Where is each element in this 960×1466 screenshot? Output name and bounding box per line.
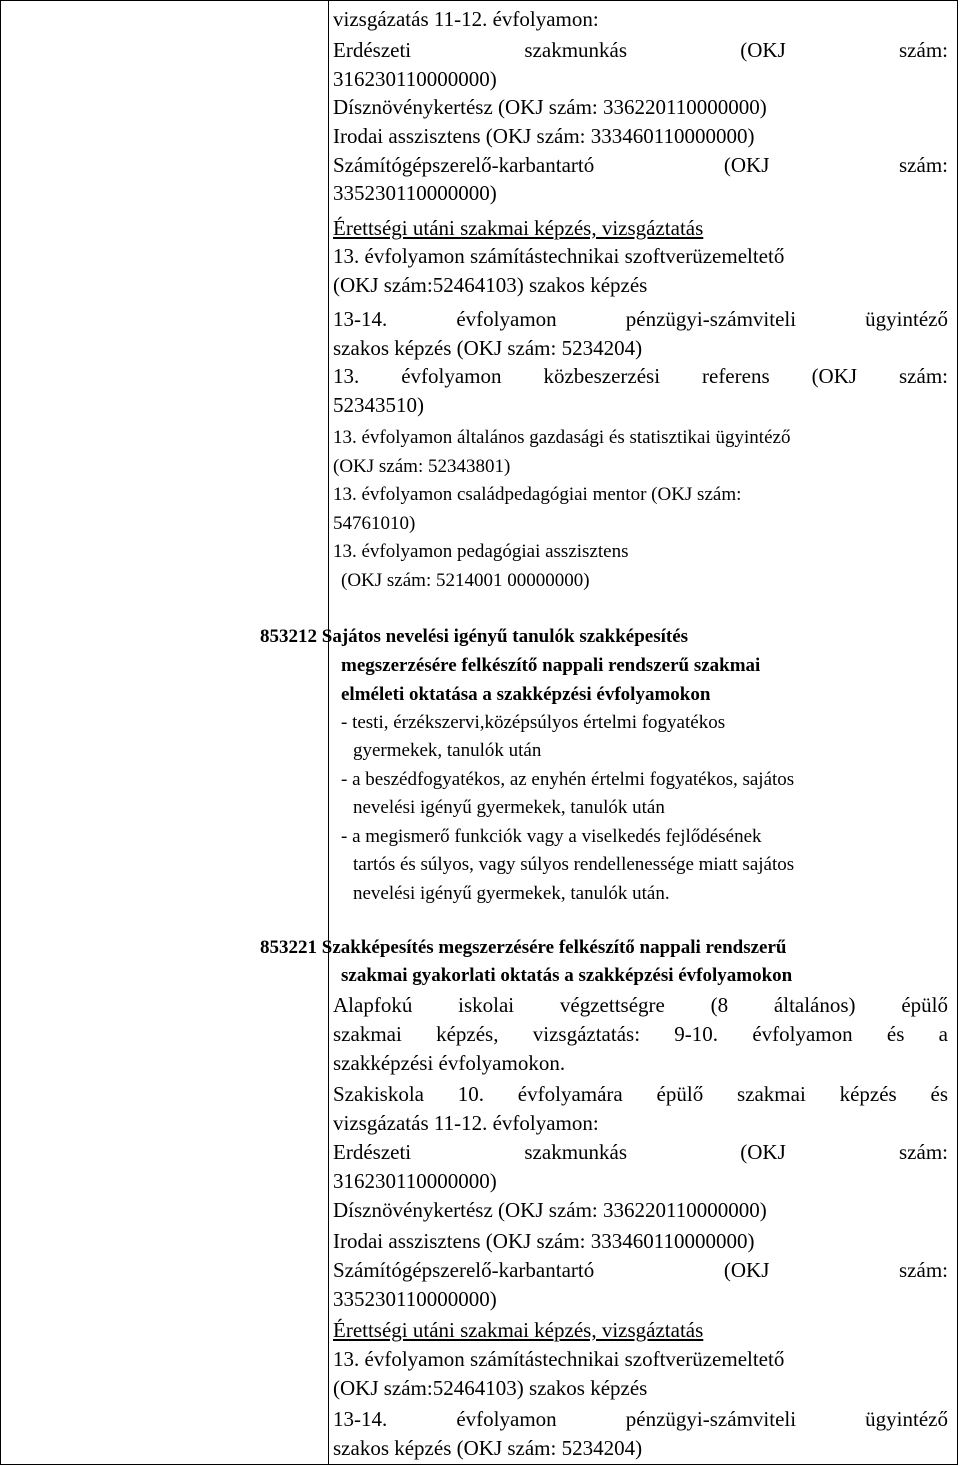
text-line: szakos képzés (OKJ szám: 5234204) [333, 336, 643, 360]
text-line: 54761010) [333, 513, 416, 534]
text-line: 52343510) [333, 393, 424, 417]
text-line: 13. évfolyamon számítástechnikai szoftverüzemeltető [333, 1347, 785, 1371]
text-line: 335230110000000) [333, 181, 497, 205]
text-line: Számítógépszerelő-karbantartó (OKJ szám: [333, 153, 948, 177]
section-heading-underlined: Érettségi utáni szakmai képzés, vizsgáztatás [333, 1318, 704, 1342]
list-item: - testi, érzékszervi,középsúlyos értelmi fogyatékos [341, 712, 726, 733]
text-line: Erdészeti szakmunkás (OKJ szám: [333, 38, 948, 62]
text-line: vizsgázatás 11-12. évfolyamon: [333, 1111, 599, 1135]
section-heading-underlined: Érettségi utáni szakmai képzés, vizsgáztatás [333, 216, 704, 240]
table-right-border [957, 0, 958, 1464]
text-line: Irodai asszisztens (OKJ szám: 333460110000000) [333, 1229, 755, 1253]
text-line: 335230110000000) [333, 1287, 497, 1311]
text-line: 13-14. évfolyamon pénzügyi-számviteli ügyintéző [333, 307, 948, 331]
section-title-853212: megszerzésére felkészítő nappali rendszerű szakmai [341, 655, 761, 676]
section-title-853221: szakmai gyakorlati oktatás a szakképzési évfolyamokon [341, 965, 793, 986]
list-item: gyermekek, tanulók után [353, 740, 542, 761]
text-line: (OKJ szám:52464103) szakos képzés [333, 273, 648, 297]
table-left-border [0, 0, 1, 1464]
text-line: Számítógépszerelő-karbantartó (OKJ szám: [333, 1258, 948, 1282]
text-line: Erdészeti szakmunkás (OKJ szám: [333, 1140, 948, 1164]
text-line: 316230110000000) [333, 1169, 497, 1193]
text-line: Dísznövénykertész (OKJ szám: 336220110000000) [333, 95, 767, 119]
section-title-853212: 853212 Sajátos nevelési igényű tanulók szakképesítés [260, 626, 689, 647]
text-line: szakos képzés (OKJ szám: 5234204) [333, 1436, 643, 1460]
text-line: 13. évfolyamon pedagógiai asszisztens [333, 541, 629, 562]
text-line: Dísznövénykertész (OKJ szám: 336220110000000) [333, 1198, 767, 1222]
text-line: 13. évfolyamon általános gazdasági és statisztikai ügyintéző [333, 427, 791, 448]
text-line: 13. évfolyamon családpedagógiai mentor (OKJ szám: [333, 484, 742, 505]
table-bottom-border [0, 1464, 958, 1465]
text-line: 13. évfolyamon számítástechnikai szoftverüzemeltető [333, 244, 785, 268]
list-item: tartós és súlyos, vagy súlyos rendellenessége miatt sajátos [353, 854, 795, 875]
section-title-853212: elméleti oktatása a szakképzési évfolyamokon [341, 684, 711, 705]
section-title-853221: 853221 Szakképesítés megszerzésére felkészítő nappali rendszerű [260, 937, 787, 958]
text-line: (OKJ szám: 5214001 00000000) [341, 570, 590, 591]
text-line: 13. évfolyamon közbeszerzési referens (OKJ szám: [333, 364, 948, 388]
text-line: szakmai képzés, vizsgáztatás: 9-10. évfolyamon és a [333, 1022, 948, 1046]
text-line: vizsgázatás 11-12. évfolyamon: [333, 7, 599, 31]
text-line: (OKJ szám: 52343801) [333, 456, 511, 477]
text-line: 13-14. évfolyamon pénzügyi-számviteli ügyintéző [333, 1407, 948, 1431]
text-line: Irodai asszisztens (OKJ szám: 333460110000000) [333, 124, 755, 148]
text-line: Szakiskola 10. évfolyamára épülő szakmai képzés és [333, 1082, 948, 1106]
text-line: (OKJ szám:52464103) szakos képzés [333, 1376, 648, 1400]
list-item: nevelési igényű gyermekek, tanulók után. [353, 883, 670, 904]
table-column-divider [328, 0, 329, 1464]
list-item: - a beszédfogyatékos, az enyhén értelmi fogyatékos, sajátos [341, 769, 795, 790]
text-line: Alapfokú iskolai végzettségre (8 általános) épülő [333, 993, 948, 1017]
list-item: - a megismerő funkciók vagy a viselkedés fejlődésének [341, 826, 762, 847]
text-line: 316230110000000) [333, 67, 497, 91]
table-top-border [0, 0, 958, 1]
list-item: nevelési igényű gyermekek, tanulók után [353, 797, 665, 818]
text-line: szakképzési évfolyamokon. [333, 1051, 566, 1075]
